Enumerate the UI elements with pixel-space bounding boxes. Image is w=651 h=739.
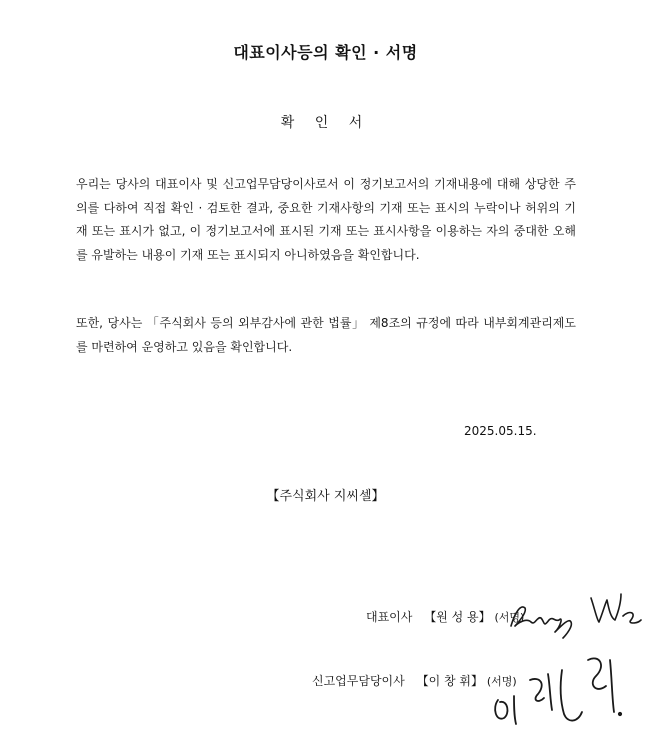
officer-role: 신고업무담당이사 (312, 674, 405, 688)
confirmation-paragraph: 우리는 당사의 대표이사 및 신고업무담당이사로서 이 정기보고서의 기재내용에 대해 상당한 주의를 다하여 직접 확인 · 검토한 결과, 중요한 기재사항의 기재 또는 표시의 누락이나 허위의 기재 또는 표시가 없고, 이 정기보고서에 표시된 기재 또는 표시사항을 이용하는 자의 중대한 오해를 유발하는 내용이 기재 또는 표시되지 아니하였음을 확인합니다. (76, 177, 576, 262)
document-title: 대표이사등의 확인 · 서명 (233, 43, 418, 62)
officer-handwritten-signature (488, 640, 638, 730)
ceo-role: 대표이사 (366, 610, 413, 624)
internal-control-paragraph: 또한, 당사는 「주식회사 등의 외부감사에 관한 법률」 제8조의 규정에 따라 내부회계관리제도를 마련하여 운영하고 있음을 확인합니다. (76, 316, 576, 354)
ceo-name: 【원 성 용】 (424, 610, 491, 624)
company-name: 【주식회사 지씨셀】 (266, 489, 385, 504)
ceo-signature-line (366, 608, 524, 625)
officer-seal-label: (서명) (486, 675, 517, 688)
officer-signature-line (312, 672, 517, 689)
ceo-seal-label: (서명) (494, 611, 525, 624)
ceo-handwritten-signature (505, 582, 645, 642)
document-subtitle: 확 인 서 (280, 115, 371, 131)
officer-name: 【이 창 휘】 (416, 674, 483, 688)
document-date: 2025.05.15. (464, 424, 537, 438)
